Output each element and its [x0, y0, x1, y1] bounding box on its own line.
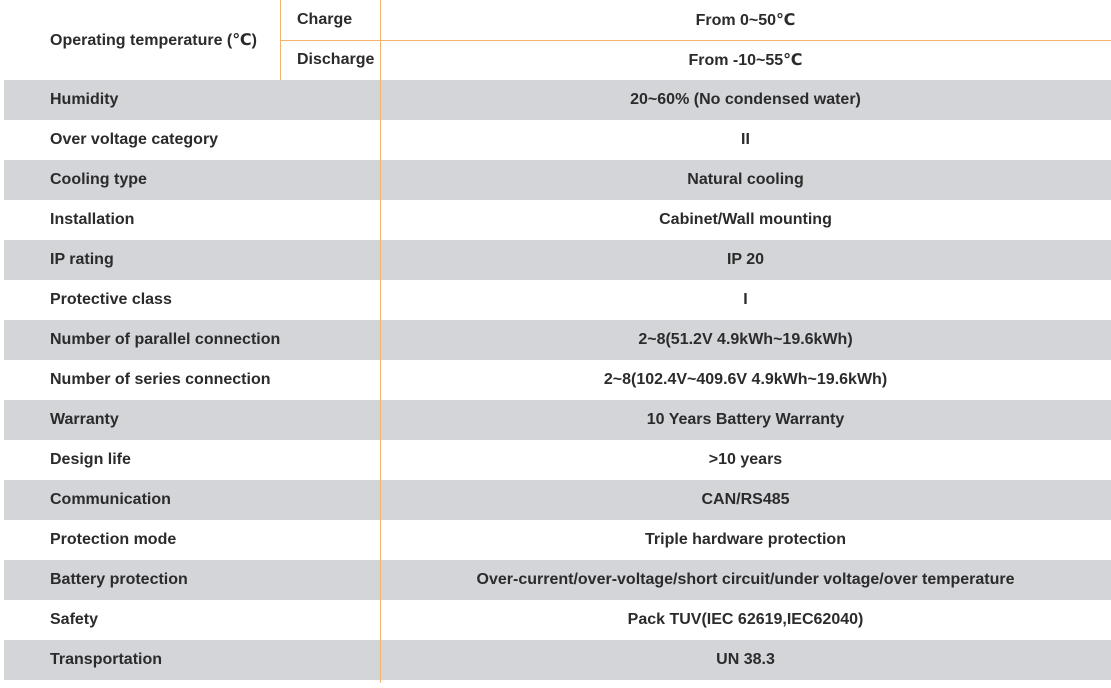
row-value: Cabinet/Wall mounting [659, 211, 832, 228]
spec-row-parallel-connection [4, 320, 1111, 360]
row-value: 20~60% (No condensed water) [630, 91, 861, 108]
row-value: CAN/RS485 [701, 491, 790, 508]
row-label: Safety [50, 611, 99, 628]
charge-label: Charge [297, 11, 353, 28]
spec-row-ip-rating [4, 240, 1111, 280]
charge-value: From 0~50℃ [695, 12, 796, 29]
row-label: Number of parallel connection [50, 331, 281, 348]
row-value: Pack TUV(IEC 62619,IEC62040) [627, 611, 864, 628]
row-value: UN 38.3 [716, 651, 775, 668]
row-value: II [741, 131, 750, 148]
spec-row-protection-mode [4, 520, 1111, 560]
row-label: Communication [50, 491, 171, 508]
value-column-divider [380, 0, 381, 683]
operating-temperature-label: Operating temperature (℃) [50, 32, 257, 49]
row-label: Design life [50, 451, 131, 468]
row-value: 2~8(102.4V~409.6V 4.9kWh~19.6kWh) [603, 371, 888, 388]
row-value: Triple hardware protection [645, 531, 846, 548]
row-label: Warranty [50, 411, 119, 428]
row-value: Natural cooling [687, 171, 804, 188]
row-label: Over voltage category [50, 131, 219, 148]
spec-row-humidity [4, 80, 1111, 120]
row-value: IP 20 [726, 251, 765, 268]
spec-row-transportation [4, 640, 1111, 680]
row-value: 2~8(51.2V 4.9kWh~19.6kWh) [638, 331, 853, 348]
row-label: Installation [50, 211, 135, 228]
row-label: Protective class [50, 291, 172, 308]
spec-row-protective-class [4, 280, 1111, 320]
row-label: Cooling type [50, 171, 147, 188]
row-label: Number of series connection [50, 371, 271, 388]
row-label: IP rating [50, 251, 114, 268]
row-value: 10 Years Battery Warranty [646, 411, 845, 428]
row-value: I [743, 291, 748, 308]
row-label: Protection mode [50, 531, 177, 548]
row-value: >10 years [708, 451, 783, 468]
discharge-value: From -10~55℃ [688, 52, 803, 69]
row-label: Transportation [50, 651, 163, 668]
spec-row-cooling-type [4, 160, 1111, 200]
spec-row-communication [4, 480, 1111, 520]
spec-row-safety [4, 600, 1111, 640]
spec-row-over-voltage-category [4, 120, 1111, 160]
charge-discharge-divider [280, 40, 1111, 41]
spec-row-battery-protection [4, 560, 1111, 600]
discharge-label: Discharge [297, 51, 375, 68]
row-label: Humidity [50, 91, 119, 108]
row-value: Over-current/over-voltage/short circuit/under voltage/over temperature [476, 571, 1015, 588]
row-label: Battery protection [50, 571, 188, 588]
spec-row-design-life [4, 440, 1111, 480]
spec-row-series-connection [4, 360, 1111, 400]
spec-row-warranty [4, 400, 1111, 440]
spec-row-installation [4, 200, 1111, 240]
